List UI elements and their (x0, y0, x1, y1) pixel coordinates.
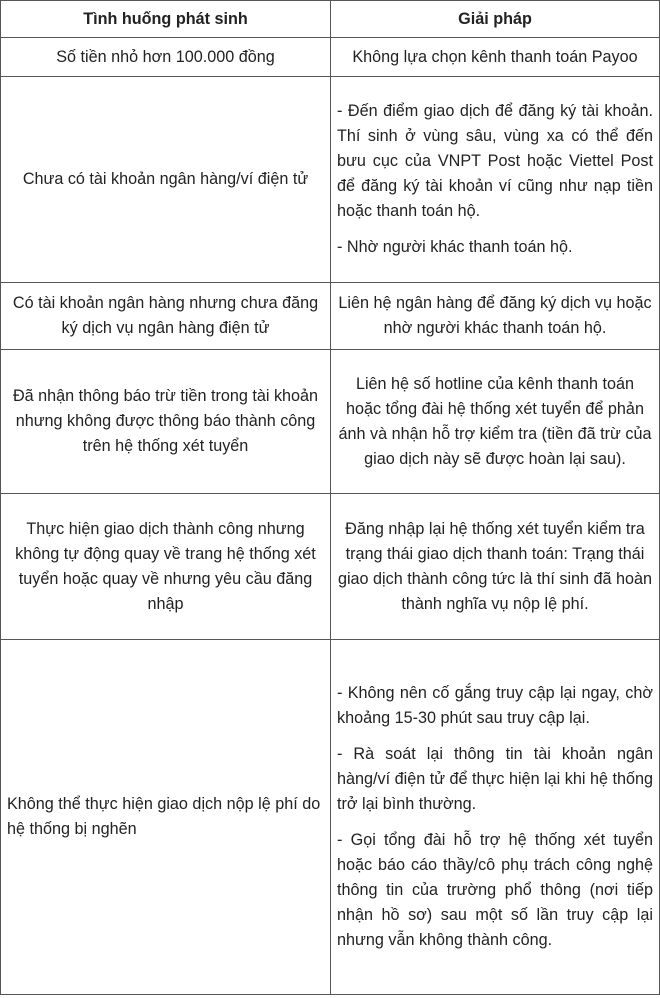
solution-cell (331, 38, 660, 77)
header-row (1, 1, 660, 38)
solution-text: - Nhờ người khác thanh toán hộ. (337, 238, 573, 256)
situation-cell: Không thể thực hiện giao dịch nộp lệ phí do hệ thống bị nghẽn (1, 640, 331, 995)
situation-cell: Đã nhận thông báo trừ tiền trong tài khoản nhưng không được thông báo thành công trên hệ thống xét tuyển (1, 350, 331, 494)
table-row (1, 494, 660, 640)
situation-cell: Chưa có tài khoản ngân hàng/ví điện tử (1, 77, 331, 283)
solution-text: - Không nên cố gắng truy cập lại ngay, chờ khoảng 15-30 phút sau truy cập lại. (337, 684, 653, 727)
solution-cell (331, 350, 660, 494)
header-situation: Tình huống phát sinh (1, 1, 331, 38)
solution-cell (331, 283, 660, 350)
situation-cell: Số tiền nhỏ hơn 100.000 đồng (1, 38, 331, 77)
solution-text: Không lựa chọn kênh thanh toán Payoo (352, 47, 638, 66)
solution-text: Liên hệ ngân hàng để đăng ký dịch vụ hoặc nhờ người khác thanh toán hộ. (338, 294, 652, 337)
solution-cell (331, 77, 660, 283)
solution-text: - Đến điểm giao dịch để đăng ký tài khoản. Thí sinh ở vùng sâu, vùng xa có thể đến bưu cục của VNPT Post hoặc Viettel Post để đăng ký tài khoản ví cũng như nạp tiền hoặc thanh toán hộ. (337, 102, 653, 220)
table-row (1, 283, 660, 350)
situation-cell: Thực hiện giao dịch thành công nhưng không tự động quay về trang hệ thống xét tuyển hoặc quay về nhưng yêu cầu đăng nhập (1, 494, 331, 640)
table-row (1, 640, 660, 995)
solution-text: Liên hệ số hotline của kênh thanh toán hoặc tổng đài hệ thống xét tuyển để phản ánh và nhận hỗ trợ kiểm tra (tiền đã trừ của giao dịch này sẽ được hoàn lại sau). (338, 374, 652, 468)
table-row (1, 77, 660, 283)
solution-text: - Gọi tổng đài hỗ trợ hệ thống xét tuyển hoặc báo cáo thầy/cô phụ trách công nghệ thông tin của trường phổ thông (nơi tiếp nhận hồ sơ) sau một số lần truy cập lại nhưng vẫn không thành công. (337, 831, 653, 949)
solution-text: Đăng nhập lại hệ thống xét tuyển kiểm tra trạng thái giao dịch thanh toán: Trạng thái giao dịch thành công tức là thí sinh đã hoàn thành nghĩa vụ nộp lệ phí. (337, 519, 653, 613)
table-row (1, 350, 660, 494)
solution-text: - Rà soát lại thông tin tài khoản ngân hàng/ví điện tử để thực hiện lại khi hệ thống trở lại bình thường. (337, 745, 653, 813)
solution-cell (331, 494, 660, 640)
header-solution: Giải pháp (331, 1, 660, 38)
solution-cell (331, 640, 660, 995)
situation-cell: Có tài khoản ngân hàng nhưng chưa đăng ký dịch vụ ngân hàng điện tử (1, 283, 331, 350)
table-row (1, 38, 660, 77)
